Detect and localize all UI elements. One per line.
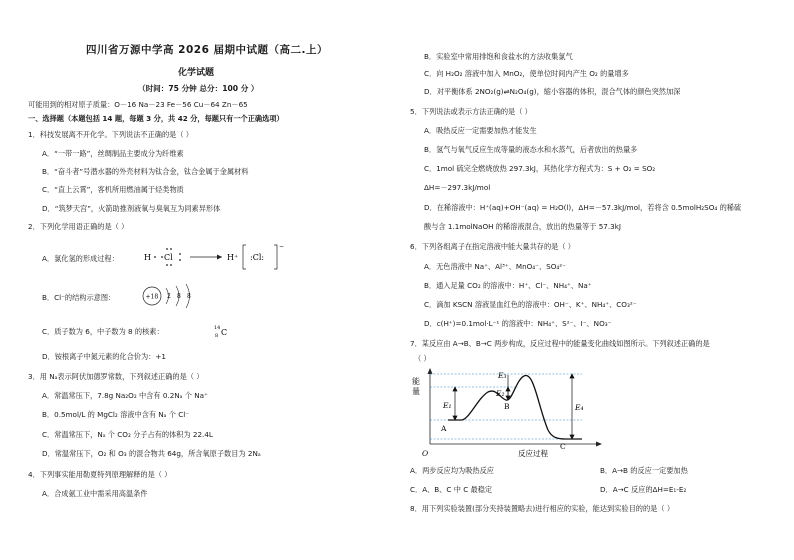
q2-option-a: A．氯化氢的形成过程：: [42, 254, 119, 263]
reaction-curve: [448, 376, 582, 439]
lewis-cl: Cl: [164, 253, 173, 262]
q6-option-c: C．滴加 KSCN 溶液显血红色的溶液中：OH⁻、K⁺、NH₄⁺、CO₃²⁻: [424, 300, 637, 309]
shell-2: 8: [177, 293, 181, 300]
q5-option-c: C．1mol 硫完全燃烧放热 297.3kJ，其热化学方程式为：S + O₂ = SO₂: [424, 164, 656, 173]
svg-text:−: −: [279, 243, 285, 250]
q7-option-a: A．两步反应均为吸热反应: [410, 466, 494, 475]
y-axis-label-2: 量: [412, 387, 420, 396]
atomic-masses: 可能用到的相对原子质量：O－16 Na－23 Fe－56 Cu－64 Zn－65: [28, 100, 248, 109]
label-c: C: [560, 442, 566, 451]
label-b: B: [504, 402, 510, 411]
q2-option-d: D．铵根离子中氮元素的化合价为：+1: [42, 352, 166, 361]
nuclide-z: 8: [215, 333, 219, 339]
nuclide-element: C: [221, 328, 228, 337]
nuclide-mass: 14: [214, 325, 221, 331]
nucleus-charge: +18: [145, 293, 159, 301]
lewis-h: H: [144, 253, 151, 262]
q8-stem: 8．用下列实验装置(部分夹持装置略去)进行相应的实验，能达到实验目的的是（ ）: [410, 504, 675, 513]
q6-option-d: D．c(H⁺)=0.1mol·L⁻¹ 的溶液中：NH₄⁺、S²⁻、I⁻、NO₃⁻: [424, 319, 612, 328]
q5-option-c-line2: ΔH=－297.3kJ/mol: [424, 183, 491, 192]
q1-option-a: A．“一带一路”，丝绸制品主要成分为纤维素: [42, 149, 184, 158]
section-one-heading: 一、选择题（本题包括 14 题，每题 3 分，共 42 分，每题只有一个正确选项）: [28, 114, 284, 123]
cl-ion-structure-diagram: [140, 281, 210, 311]
shell-1: 2: [167, 293, 171, 300]
x-axis-label: 反应过程: [518, 449, 548, 458]
q4-option-c: C．向 H₂O₂ 溶液中加入 MnO₂，使单位时间内产生 O₂ 的量增多: [424, 69, 629, 78]
q2-option-b: B．Cl⁻的结构示意图：: [42, 293, 116, 302]
q2-stem: 2．下列化学用语正确的是（ ）: [28, 222, 129, 231]
q4-option-d: D．对平衡体系 2NO₂(g)⇌N₂O₄(g)，缩小容器的体积，混合气体的颜色突然加深: [424, 87, 681, 96]
q1-option-b: B．“奋斗者”号潜水器的外壳材料为钛合金，钛合金属于金属材料: [42, 167, 249, 176]
q7-option-c: C．A、B、C 中 C 最稳定: [410, 485, 493, 494]
q4-stem: 4．下列事实能用勒夏特列原理解释的是（ ）: [28, 470, 172, 479]
right-column: [410, 0, 775, 560]
y-axis-label-1: 能: [412, 377, 420, 386]
q7-stem: 7．某反应由 A→B、B→C 两步构成，反应过程中的能量变化曲线如图所示。下列叙述正确的是: [410, 339, 710, 348]
origin-label: O: [422, 449, 429, 458]
q1-option-d: D．“筑梦天宫”，火箭助推剂液氧与臭氧互为同素异形体: [42, 204, 221, 213]
q3-option-b: B．0.5mol/L 的 MgCl₂ 溶液中含有 Nₐ 个 Cl⁻: [42, 410, 190, 419]
q5-option-d: D．在稀溶液中：H⁺(aq)+OH⁻(aq) = H₂O(l)，ΔH=－57.3kJ/mol，若将含 0.5molH₂SO₄ 的稀硫: [424, 203, 742, 212]
svg-text::Cl:: :Cl:: [250, 253, 265, 262]
q7-stem-line2: （ ）: [414, 354, 431, 363]
q1-option-c: C．“直上云霄”，客机所用燃油属于烃类物质: [42, 185, 184, 194]
shell-3: 8: [187, 293, 191, 300]
q1-stem: 1．科技发展离不开化学。下列说法不正确的是（ ）: [28, 130, 193, 139]
q6-stem: 6．下列各组离子在指定溶液中能大量共存的是（ ）: [410, 242, 575, 251]
q3-stem: 3．用 Nₐ表示阿伏加德罗常数，下列叙述正确的是（ ）: [28, 372, 204, 381]
time-score: （时间：75 分钟 总分：100 分 ）: [138, 84, 259, 93]
q2-option-c: C．质子数为 6，中子数为 8 的核素：: [42, 327, 164, 336]
q7-option-d: D．A→C 反应的ΔH=E₁-E₂: [600, 485, 687, 494]
q5-option-b: B．氢气与氧气反应生成等量的液态水和水蒸气，后者放出的热量多: [424, 145, 638, 154]
label-e2: E₂: [496, 389, 505, 398]
lewis-product-h: H⁺: [227, 253, 239, 262]
nuclide-symbol: [214, 322, 234, 340]
exam-title: 四川省万源中学高 2026 届期中试题（高二.上）: [86, 44, 329, 56]
energy-profile-diagram: [410, 366, 610, 460]
hcl-lewis-formation: [140, 240, 290, 272]
q5-stem: 5．下列说法或表示方法正确的是（ ）: [410, 107, 532, 116]
q3-option-c: C．常温常压下，Nₐ 个 CO₂ 分子占有的体积为 22.4L: [42, 430, 213, 439]
label-a: A: [441, 424, 447, 433]
q7-option-b: B．A→B 的反应一定要加热: [600, 466, 688, 475]
q5-option-a: A．吸热反应一定需要加热才能发生: [424, 126, 537, 135]
left-column: [28, 0, 393, 560]
q4-option-a: A．合成氨工业中需采用高温条件: [42, 489, 148, 498]
q6-option-b: B．通入足量 CO₂ 的溶液中：H⁺、Cl⁻、NH₄⁺、Na⁺: [424, 281, 592, 290]
label-e3: E₃: [498, 371, 507, 380]
q6-option-a: A．无色溶液中 Na⁺、Al³⁺、MnO₄⁻、SO₄²⁻: [424, 262, 566, 271]
subject-title: 化学试题: [178, 68, 215, 78]
q3-option-d: D．常温常压下，O₂ 和 O₃ 的混合物共 64g，所含氧原子数目为 2Nₐ: [42, 449, 261, 458]
q3-option-a: A．常温常压下，7.8g Na₂O₂ 中含有 0.2Nₐ 个 Na⁺: [42, 391, 208, 400]
q4-option-b: B．实验室中常用排饱和食盐水的方法收集氯气: [424, 52, 573, 61]
label-e1: E₁: [443, 401, 452, 410]
q5-option-d-line2: 酸与含 1.1molNaOH 的稀溶液混合，放出的热量等于 57.3kJ: [424, 222, 621, 231]
label-e4: E₄: [575, 403, 584, 412]
